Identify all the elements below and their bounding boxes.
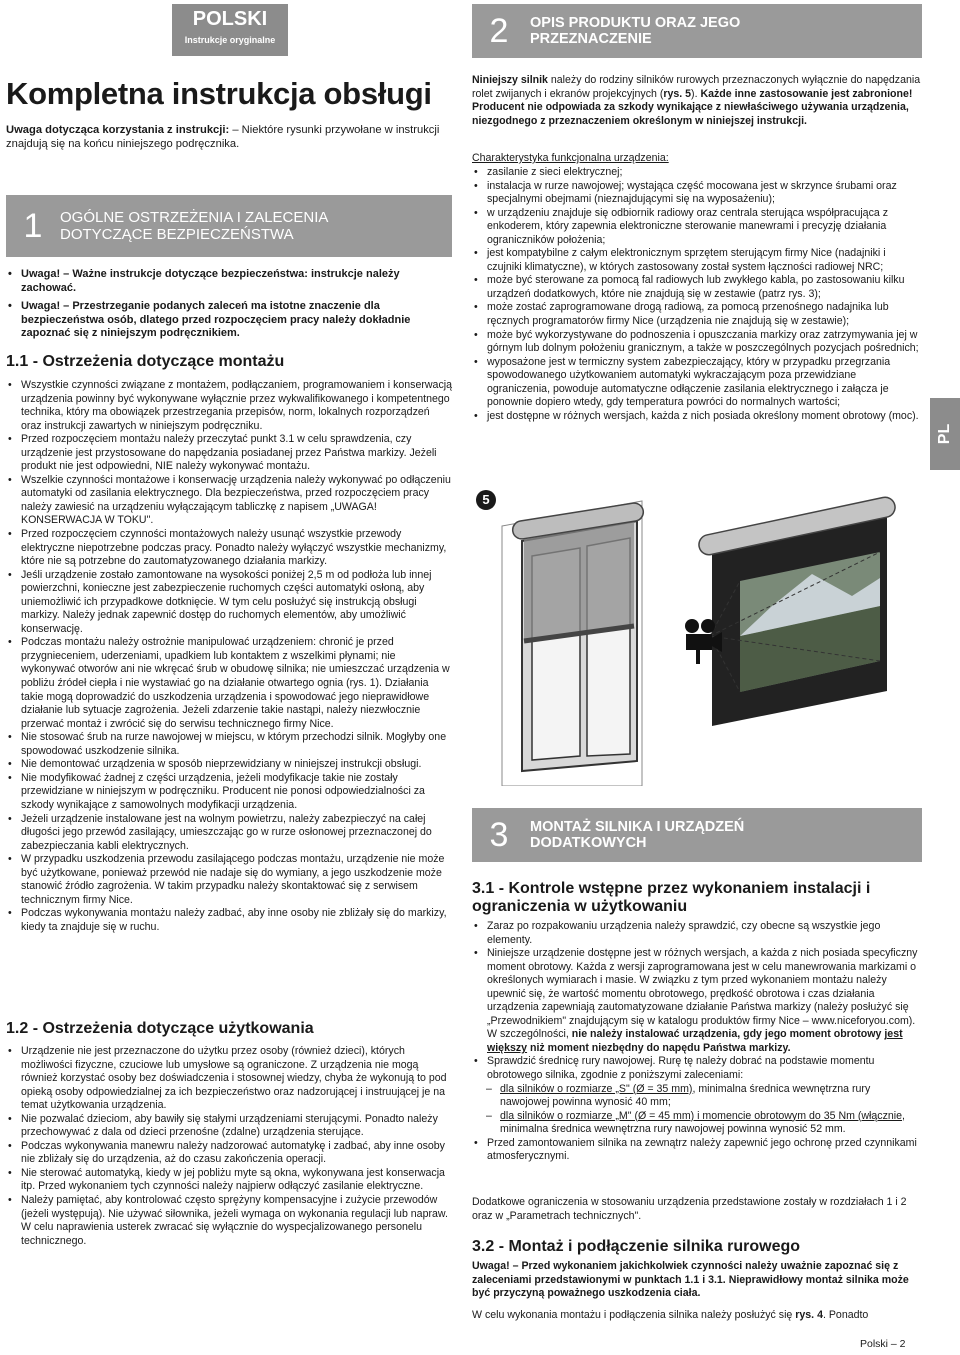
subsection-1-2-heading: 1.2 - Ostrzeżenia dotyczące użytkowania	[6, 1020, 314, 1037]
language-subtitle: Instrukcje oryginalne	[184, 35, 276, 45]
section-1-header	[6, 195, 452, 257]
figure-number: 5	[482, 492, 490, 507]
feature-item: • może zostać zaprogramowane drogą radiową, za pomocą przenośnego nadajnika lub ręcznych programatorów firmy Nice (urządzenia nie znajdują się w zestawie);	[472, 301, 922, 328]
install-ref: rys. 4	[795, 1309, 823, 1321]
list-item: • Przed rozpoczęciem montażu należy przeczytać punkt 3.1 w celu sprawdzenia, czy urządzenie jest przystosowane do napędzania posiadanej przez Państwa markizy. Jeżeli produkt nie jest odpowiedni, NIE należy wykonywać montażu.	[6, 433, 452, 474]
list-item: • Urządzenie nie jest przeznaczone do użytku przez osoby (również dzieci), których możliwości fizyczne, czuciowe lub umysłowe są ograniczone. Z urządzenia nie mogą również korzystać osoby bez doświadczenia i stosownej wiedzy, chyba że wykonują to pod opieką osoby odpowiedzialnej za ich bezpieczeństwo oraz nadzorującej i instruującej je na temat użytkowania urządzenia.	[6, 1045, 452, 1113]
feature-item: • wyposażone jest w termiczny system zabezpieczający, który w przypadku przegrzania spowodowanego użytkowaniem automatyki wykraczającym poza przewidziane ograniczenia, powoduje automatyczne odłączenie zasilania elektrycznego i załącza je ponownie dopiero wtedy, gdy temperatura powróci do normalnych wartości;	[472, 356, 922, 410]
list-item: • Podczas wykonywania montażu należy zadbać, aby inne osoby nie zbliżały się do markizy, kiedy ta znajduje się w ruchu.	[6, 907, 452, 934]
list-item: • Nie modyfikować żadnej z części urządzenia, jeżeli modyfikacje takie nie zostały przewidziane w niniejszym w podręczniku. Producent nie ponosi odpowiedzialności za szkody wynikające z samowolnych modyfikacji urządzenia.	[6, 772, 452, 813]
install-text: W celu wykonania montażu i podłączenia silnika należy posłużyć się	[472, 1309, 796, 1321]
warning-item: • Uwaga! – Przestrzeganie podanych zaleceń ma istotne znaczenie dla bezpieczeństwa osób, dlatego przed rozpoczęciem pracy należy dokładnie zapoznać się z niniejszym podręcznikiem.	[6, 300, 452, 341]
subsection-3-2-heading: 3.2 - Montaż i podłączenie silnika rurowego	[472, 1238, 801, 1255]
figure-5	[472, 486, 922, 786]
feature-item: • jest kompatybilne z całym elektronicznym sprzętem sterującym firmy Nice (nadajniki i czujniki klimatyczne), w których zastosowany został system łączności radiowej NRC;	[472, 247, 922, 274]
intro-text: należy do rodziny silników rurowych przeznaczonych wyłącznie do napędzania rolet zwijanych i ekranów projekcyjnych (	[472, 74, 921, 100]
feature-item: • instalacja w rurze nawojowej; wystająca część mocowana jest w skrzynce śrubami oraz specjalnymi obejmami (nieznajdującymi się na wyposażeniu);	[472, 180, 922, 207]
subsection-1-2-list	[6, 1045, 452, 1248]
feature-item: • jest dostępne w różnych wersjach, każda z nich posiada określony moment obrotowy (moc).	[472, 410, 922, 424]
list-item: • Nie demontować urządzenia w sposób nieprzewidziany w niniejszej instrukcji obsługi.	[6, 758, 452, 772]
section-2-title: OPIS PRODUKTU ORAZ JEGO PRZEZNACZENIE	[530, 15, 741, 47]
section-3-title: MONTAŻ SILNIKA I URZĄDZEŃ DODATKOWYCH	[530, 819, 745, 851]
subsection-3-2-warning: Uwaga! – Przed wykonaniem jakichkolwiek czynności należy uważnie zapoznać się z zaleceniami przedstawionymi w punktach 1.1 i 3.1. Nieprawidłowy montaż silnika może być przyczyną poważnego uszkodzenia ciała.	[472, 1260, 909, 1300]
moment-warning: nie należy instalować urządzenia, gdy jego moment obrotowy	[571, 1028, 885, 1041]
install-text-2: . Ponadto	[822, 1309, 869, 1321]
section-3-header	[472, 808, 922, 862]
features-heading-text: Charakterystyka funkcjonalna urządzenia:	[472, 152, 669, 164]
side-language-tab	[930, 398, 960, 470]
additional-limits: Dodatkowe ograniczenia w stosowaniu urządzenia przedstawione zostały w rozdziałach 1 i 2 oraz w „Parametrach technicznych".	[472, 1196, 907, 1222]
roller-blind-illustration	[472, 486, 922, 786]
list-item: • Sprawdzić średnicę rury nawojowej. Rurę tę należy dobrać na podstawie momentu obrotowego silnika, zgodnie z poniższymi zaleceniami:	[472, 1055, 922, 1082]
language-title: POLSKI	[192, 8, 268, 30]
moment-warning-underline: jest większy	[487, 1028, 903, 1054]
section-2-intro	[472, 74, 922, 128]
feature-item: • może być sterowane za pomocą fal radiowych lub zwykłego kabla, po zastosowaniu kilku urządzeń dodatkowych, które nie znajdują się w zestawie (patrz rys. 3);	[472, 274, 922, 301]
section-2-number: 2	[489, 11, 509, 50]
list-item: • Podczas montażu należy ostrożnie manipulować urządzeniem: chronić je przed przygnieceniem, uderzeniami, upadkiem lub kontaktem z wszelkimi płynami; nie wykonywać otworów ani nie wkręcać śrub w obudowę silnika; nie umieszczać urządzenia w pobliżu źródeł ciepła i nie wystawiać go na działanie otwartego ognia (rys. 1). Działania takie mogą doprowadzić do uszkodzenia urządzenia i spowodować jego nieprawidłowe działanie lub sytuacje zagrożenia. Jeżeli zdarzenie takie nastąpi, należy niezwłocznie przerwać montaż i zwrócić się do serwisu technicznego firmy Nice.	[6, 636, 452, 731]
list-item: • Jeśli urządzenie zostało zamontowane na wysokości poniżej 2,5 m od podłoża lub innej powierzchni, konieczne jest zabezpieczenie ruchomych części automatyki osłoną, aby uniemożliwić ich przypadkowe dotknięcie. W tym celu posłużyć się instrukcją obsługi markizy. Należy jednak zapewnić dostęp do ruchomych elementów, aby umożliwić konserwację.	[6, 569, 452, 637]
dash-text: , minimalna średnica wewnętrzna rury nawojowej powinna wynosić 40 mm;	[500, 1082, 871, 1109]
section-3-number: 3	[489, 815, 509, 854]
section-1-number: 1	[23, 206, 43, 245]
list-item: • Przed zamontowaniem silnika na zewnątrz należy zapewnić jego ochronę przed czynnikami atmosferycznymi.	[472, 1137, 922, 1164]
list-item: • Jeżeli urządzenie instalowane jest na wolnym powietrzu, należy zabezpieczyć na całej długości jego przewód zasilający, umieszczając go w rurze osłonowej przeznaczonej do zabezpieczania kabli elektrycznych.	[6, 813, 452, 854]
usage-note	[6, 124, 452, 151]
moment-warning-end: niż moment niezbędny do napędu Państwa markizy.	[527, 1041, 791, 1054]
feature-item: • może być wykorzystywane do podnoszenia i opuszczania markizy oraz zatrzymywania jej w górnym lub dolnym położeniu granicznym, a także w poszczególnych pozycjach pośrednich;	[472, 329, 922, 356]
dash-item	[472, 1083, 922, 1110]
dash-text: , minimalna średnica wewnętrzna rury nawojowej powinna wynosić 52 mm.	[500, 1109, 905, 1136]
subsection-3-1-heading: 3.1 - Kontrole wstępne przez wykonaniem instalacji i ograniczenia w użytkowaniu	[472, 880, 871, 915]
features-heading	[472, 152, 922, 166]
features-list	[472, 166, 922, 423]
intro-warning: Każde inne zastosowanie jest zabronione! Producent nie odpowiada za szkody wynikające z niewłaściwego używania urządzenia, niezgodnego z przeznaczeniem określonym w niniejszej instrukcji.	[472, 87, 913, 127]
subsection-1-1-heading: 1.1 - Ostrzeżenia dotyczące montażu	[6, 353, 285, 370]
list-item: • Wszelkie czynności montażowe i konserwację urządzenia należy wykonywać po odłączeniu automatyki od zasilania elektrycznego. Dla bezpieczeństwa, przed rozpoczęciem pracy należy zawiesić na urządzeniu wyłączającym tabliczkę z napisem „UWAGA! KONSERWACJA W TOKU".	[6, 474, 452, 528]
dash-item	[472, 1110, 922, 1137]
section-1-title: OGÓLNE OSTRZEŻENIA I ZALECENIA DOTYCZĄCE BEZPIECZEŃSTWA	[60, 209, 328, 243]
subsection-3-2-text	[472, 1309, 922, 1323]
language-header	[172, 4, 288, 56]
page-footer: Polski – 2	[860, 1338, 906, 1350]
warning-item: • Uwaga! – Ważne instrukcje dotyczące bezpieczeństwa: instrukcje należy zachować.	[6, 268, 452, 295]
feature-item: • zasilanie z sieci elektrycznej;	[472, 166, 922, 180]
usage-note-label: Uwaga dotycząca korzystania z instrukcji:	[6, 124, 230, 136]
intro-bold: Niniejszy silnik	[472, 74, 548, 86]
dash-underline: dla silników o rozmiarze „M" (Ø = 45 mm) i momencie obrotowym do 35 Nm (włącznie	[500, 1109, 903, 1122]
side-language-tab-label: PL	[935, 423, 953, 445]
subsection-1-1-list	[6, 379, 452, 934]
intro-ref: rys. 5	[663, 87, 692, 100]
list-item: • Wszystkie czynności związane z montażem, podłączaniem, programowaniem i konserwacją urządzenia powinny być wykonywane wyłącznie przez wykwalifikowanego i kompetentnego technika, który ma obowiązek przestrzegania przepisów, norm, lokalnych rozporządzeń oraz instrukcji zawartych w niniejszym podręczniku.	[6, 379, 452, 433]
list-item: • Należy pamiętać, aby kontrolować często sprężyny kompensacyjne i zużycie przewodów (jeżeli występują). Nie używać siłownika, jeżeli wymaga on wykonania regulacji lub napraw. W celu naprawienia usterek zwracać się wyłącznie do wyspecjalizowanego personelu technicznego.	[6, 1194, 452, 1248]
list-item: • Podczas wykonywania manewru należy nadzorować automatykę i zadbać, aby inne osoby nie zbliżały się do urządzenia, aż do czasu zakończenia operacji.	[6, 1140, 452, 1167]
intro-text-2: ).	[691, 87, 701, 100]
feature-item: • w urządzeniu znajduje się odbiornik radiowy oraz centrala sterująca współpracująca z enkoderem, który zapewnia elektroniczne sterowanie manewrami i precyzję działania ograniczników położenia;	[472, 207, 922, 248]
subsection-3-1-list	[472, 920, 922, 1164]
list-item: • Nie stosować śrub na rurze nawojowej w miejscu, w którym przechodzi silnik. Mogłyby one spowodować uszkodzenie silnika.	[6, 731, 452, 758]
list-item: • Zaraz po rozpakowaniu urządzenia należy sprawdzić, czy obecne są wszystkie jego elementy.	[472, 920, 922, 947]
list-item: • Nie sterować automatyką, kiedy w jej pobliżu myte są okna, wykonywana jest konserwacja itp. Przed wykonaniem tych czynności należy najpierw odłączyć zasilanie elektryczne.	[6, 1167, 452, 1194]
section-2-header	[472, 4, 922, 58]
list-item	[472, 947, 922, 1055]
section-1-warnings	[6, 268, 452, 341]
page-title: Kompletna instrukcja obsługi	[6, 76, 432, 111]
list-item: • Przed rozpoczęciem czynności montażowych należy usunąć wszystkie przewody elektryczne niepotrzebne podczas pracy. Ponadto należy wyłączyć wszystkie mechanizmy, które nie są potrzebne do zautomatyzowanego działania markizy.	[6, 528, 452, 569]
usage-note-text: – Niektóre rysunki przywołane w instrukcji znajdują się na końcu niniejszego podręcznika.	[6, 124, 440, 150]
list-item: • Nie pozwalać dzieciom, aby bawiły się stałymi urządzeniami sterującymi. Ponadto należy przechowywać z dala od dzieci przenośne (zdalne) urządzenia sterujące.	[6, 1113, 452, 1140]
list-item: • W przypadku uszkodzenia przewodu zasilającego podczas montażu, urządzenie nie może być użytkowane, ponieważ przewód nie nadaje się do wymiany, a jego uszkodzenie może stanowić źródło zagrożenia. W takim przypadku należy skontaktować się z serwisem technicznym firmy Nice.	[6, 853, 452, 907]
dash-underline: dla silników o rozmiarze „S" (Ø = 35 mm)	[500, 1082, 693, 1095]
moment-text: Niniejsze urządzenie dostępne jest w różnych wersjach, a każda z nich posiada specyficzny moment obrotowy. Każda z wersji zaprogramowana jest w celu manewrowania markizami o określonych wymiarach i masie. W związku z tym przed wykonaniem montażu należy upewnić się, że wartość momentu obrotowego, prędkość obrotowa i czas działania urządzenia zapewniają zautomatyzowane działanie Państwa markizy (należy posłużyć się „Przewodnikiem" znajdującym się w katalogu produktów firmy Nice – www.niceforyou.com). W szczególności,	[487, 947, 918, 1041]
